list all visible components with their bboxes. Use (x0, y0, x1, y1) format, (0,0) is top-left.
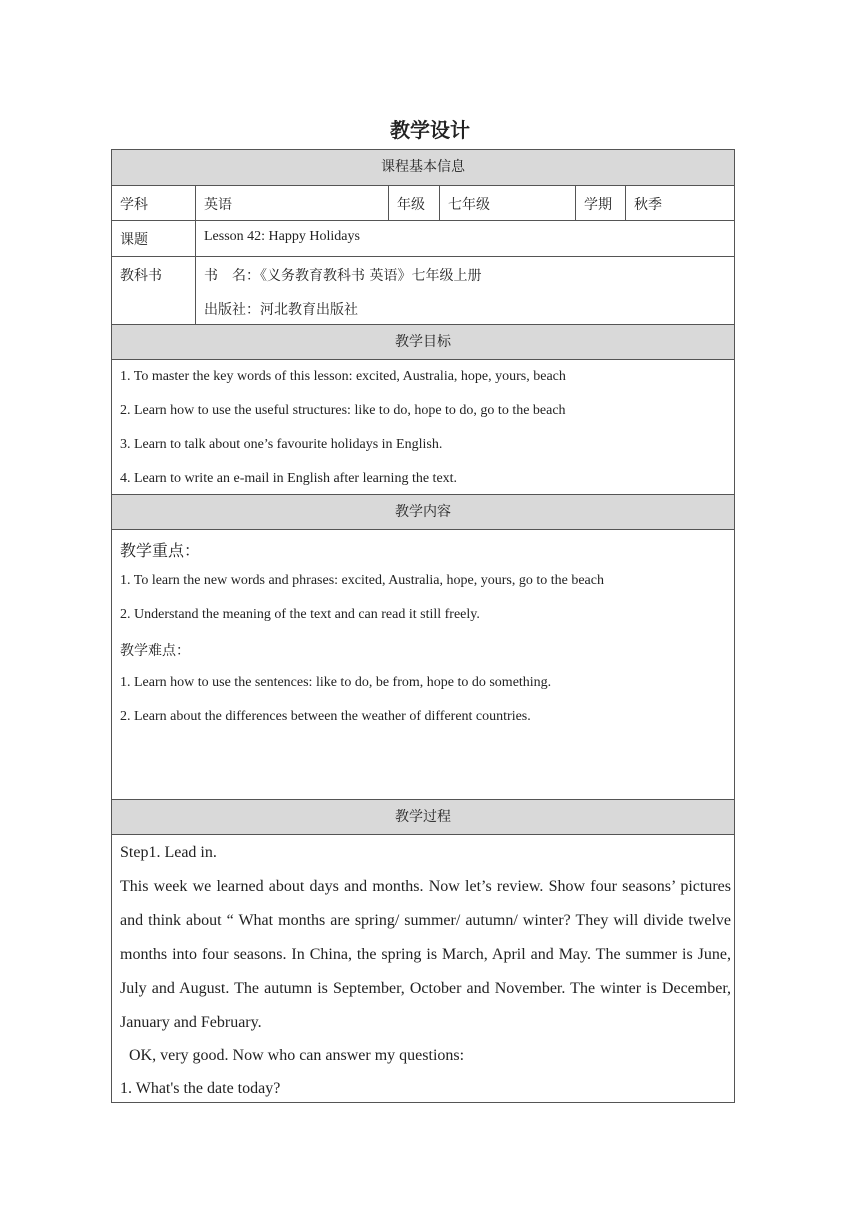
question-item: 1. What's the date today? (120, 1080, 281, 1097)
subject-row (112, 185, 734, 220)
objectives-body (112, 359, 734, 494)
basic-info-header: 课程基本信息 (112, 150, 734, 185)
grade-label: 年级 (388, 186, 439, 220)
process-body (112, 834, 734, 1102)
textbook-label: 教科书 (120, 268, 162, 284)
difficulty-item: 2. Learn about the differences between the weather of different countries. (120, 709, 531, 724)
key-point-item: 2. Understand the meaning of the text and can read it still freely. (120, 607, 480, 622)
textbook-name: 书 名：《义务教育教科书 英语》七年级上册 (204, 268, 482, 284)
objectives-header: 教学目标 (112, 324, 734, 359)
term-label: 学期 (575, 186, 625, 220)
document-title: 教学设计 (390, 118, 470, 142)
grade-value: 七年级 (439, 186, 575, 220)
key-point-item: 1. To learn the new words and phrases: excited, Australia, hope, yours, go to the beach (120, 573, 604, 588)
difficulties-title: 教学难点： (120, 643, 190, 659)
topic-value: Lesson 42: Happy Holidays (195, 221, 734, 256)
content-header: 教学内容 (112, 494, 734, 529)
textbook-details (195, 257, 734, 324)
objective-item: 1. To master the key words of this lesson: excited, Australia, hope, yours, beach (120, 369, 566, 384)
objective-item: 2. Learn how to use the useful structures: like to do, hope to do, go to the beach (120, 403, 566, 418)
content-body (112, 529, 734, 799)
term-value: 秋季 (625, 186, 734, 220)
objective-item: 3. Learn to talk about one’s favourite holidays in English. (120, 437, 443, 452)
textbook-publisher: 出版社：河北教育出版社 (204, 302, 358, 318)
followup-text: OK, very good. Now who can answer my questions: (129, 1047, 465, 1064)
lesson-plan-table (111, 149, 735, 1103)
subject-label: 学科 (120, 197, 148, 213)
textbook-row (112, 256, 734, 324)
subject-value: 英语 (195, 186, 388, 220)
step-paragraph: This week we learned about days and months. Now let’s review. Show four seasons’ pictures and think about “ What months are spring/ summer/ autumn/ winter? They will divide twelve months into four seasons. In China, the spring is March, April and May. The summer is June, July and August. The autumn is September, October and November. The winter is December, January and February. (120, 878, 731, 1031)
objective-item: 4. Learn to write an e-mail in English after learning the text. (120, 471, 458, 486)
process-header: 教学过程 (112, 799, 734, 834)
topic-label: 课题 (120, 232, 148, 248)
difficulty-item: 1. Learn how to use the sentences: like to do, be from, hope to do something. (120, 675, 552, 690)
topic-row (112, 220, 734, 256)
key-points-title: 教学重点： (120, 541, 201, 560)
step-title: Step1. Lead in. (120, 844, 217, 861)
